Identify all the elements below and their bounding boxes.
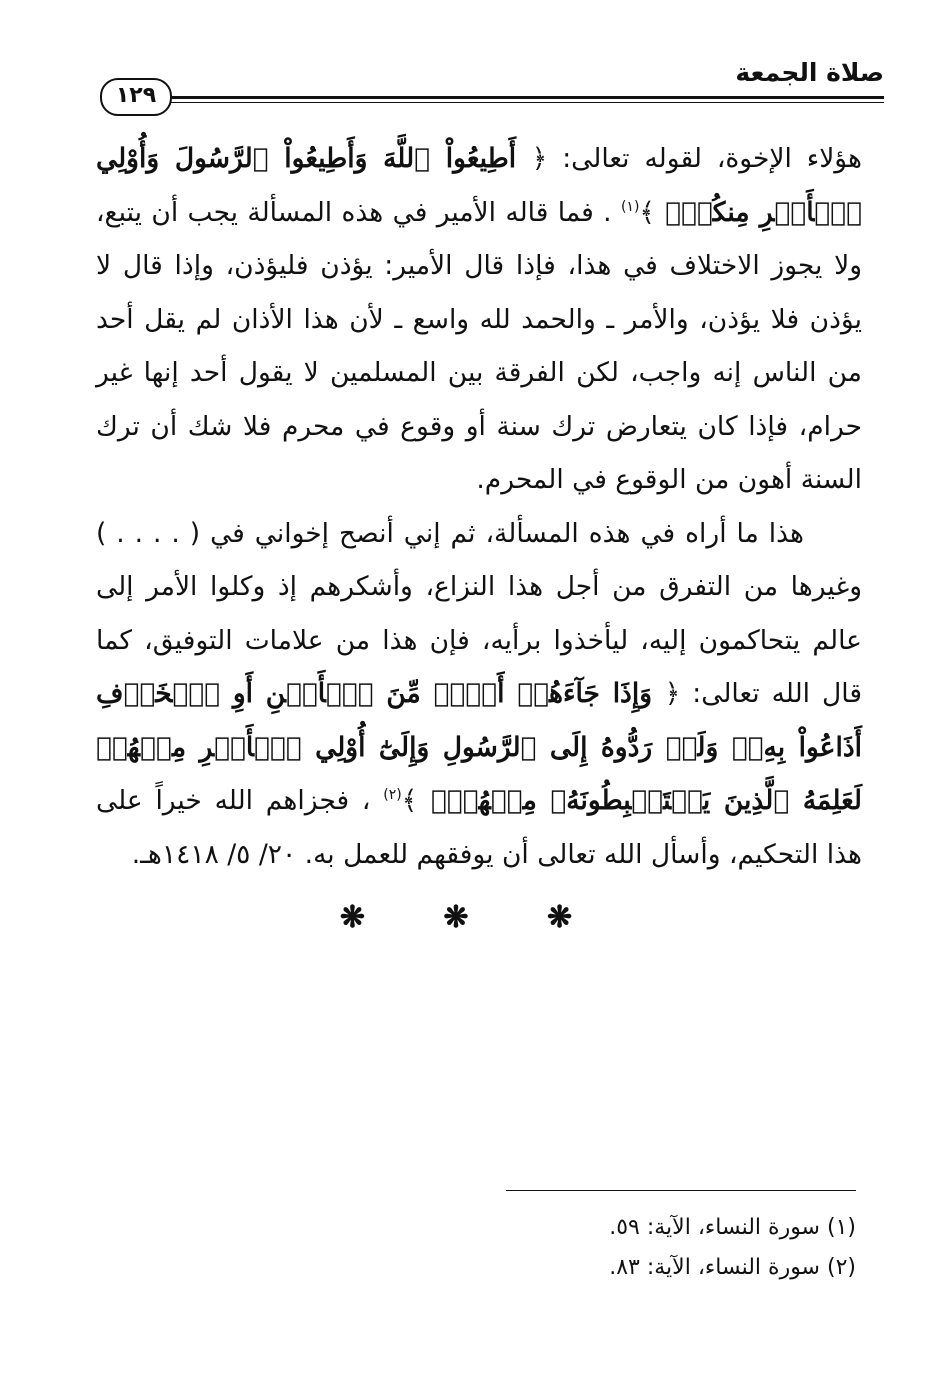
page-header (100, 58, 884, 106)
paragraph-1-rest: . فما قاله الأمير في هذه المسألة يجب أن يتبع، ولا يجوز الاختلاف في هذا، فإذا قال الأمير: يؤذن فليؤذن، وإذا قال لا يؤذن فلا يؤذن، والأمر ـ والحمد لله واسع ـ لأن هذا الأذان لم يقل أحد من الناس إنه واجب، لكن الفرقة بين المسلمين لا يقول أحد إنها غير حرام، فإذا كان يتعارض ترك سنة أو وقوع في محرم فلا شك أن ترك السنة أهون من الوقوع في المحرم. (96, 196, 862, 495)
footnote-rule (506, 1190, 856, 1191)
footnote-1: (١) سورة النساء، الآية: ٥٩. (609, 1215, 856, 1240)
quran-verse-2: وَإِذَا جَآءَهُمۡ أَمۡرٞ مِّنَ ٱلۡأَمۡنِ أَوِ ٱلۡخَوۡفِ أَذَاعُواْ بِهِۦۖ وَلَوۡ رَدُّوهُ إِلَى ٱلرَّسُولِ وَإِلَىٰٓ أُوْلِي ٱلۡأَمۡرِ مِنۡهُمۡ لَعَلِمَهُ ٱلَّذِينَ يَسۡتَنۢبِطُونَهُۥ مِنۡهُمۡۗ (96, 678, 863, 816)
quran-close-brace: ﴾ (401, 785, 418, 816)
paragraph-2-intro: هذا ما أراه في هذه المسألة، ثم إني أنصح إخواني في ( . . . . ) وغيرها من التفرق من أجل هذا النزاع، وأشكرهم إذ وكلوا الأمر إلى عالم يتحاكمون إليه، ليأخذوا برأيه، فإن هذا من علامات التوفيق، كما قال الله تعالى: (96, 517, 862, 709)
running-title: صلاة الجمعة (735, 58, 884, 87)
footnote-2: (٢) سورة النساء، الآية: ٨٣. (609, 1255, 856, 1280)
paragraph-2 (96, 507, 862, 882)
body-text (96, 132, 862, 881)
quran-open-brace: ﴿ (664, 678, 681, 709)
footnote-ref-1: (١) (620, 198, 640, 215)
quran-open-brace: ﴿ (531, 143, 548, 174)
paragraph-1 (96, 132, 862, 507)
section-separator: ❋ ❋ ❋ (339, 900, 607, 935)
paragraph-1-intro: هؤلاء الإخوة، لقوله تعالى: (547, 143, 862, 174)
quran-verse-1: أَطِيعُواْ ٱللَّهَ وَأَطِيعُواْ ٱلرَّسُولَ وَأُوْلِي ٱلۡأَمۡرِ مِنكُمۡۖ (96, 143, 862, 228)
header-rule (162, 96, 884, 99)
footnote-ref-2: (٢) (383, 787, 402, 804)
page-number: ١٢٩ (100, 78, 172, 116)
paragraph-2-rest: ، فجزاهم الله خيراً على هذا التحكيم، وأسأل الله تعالى أن يوفقهم للعمل به. ٢٠/ ٥/ ١٤١٨هـ. (96, 785, 862, 870)
footnotes (90, 1208, 856, 1288)
quran-close-brace: ﴾ (639, 196, 655, 228)
